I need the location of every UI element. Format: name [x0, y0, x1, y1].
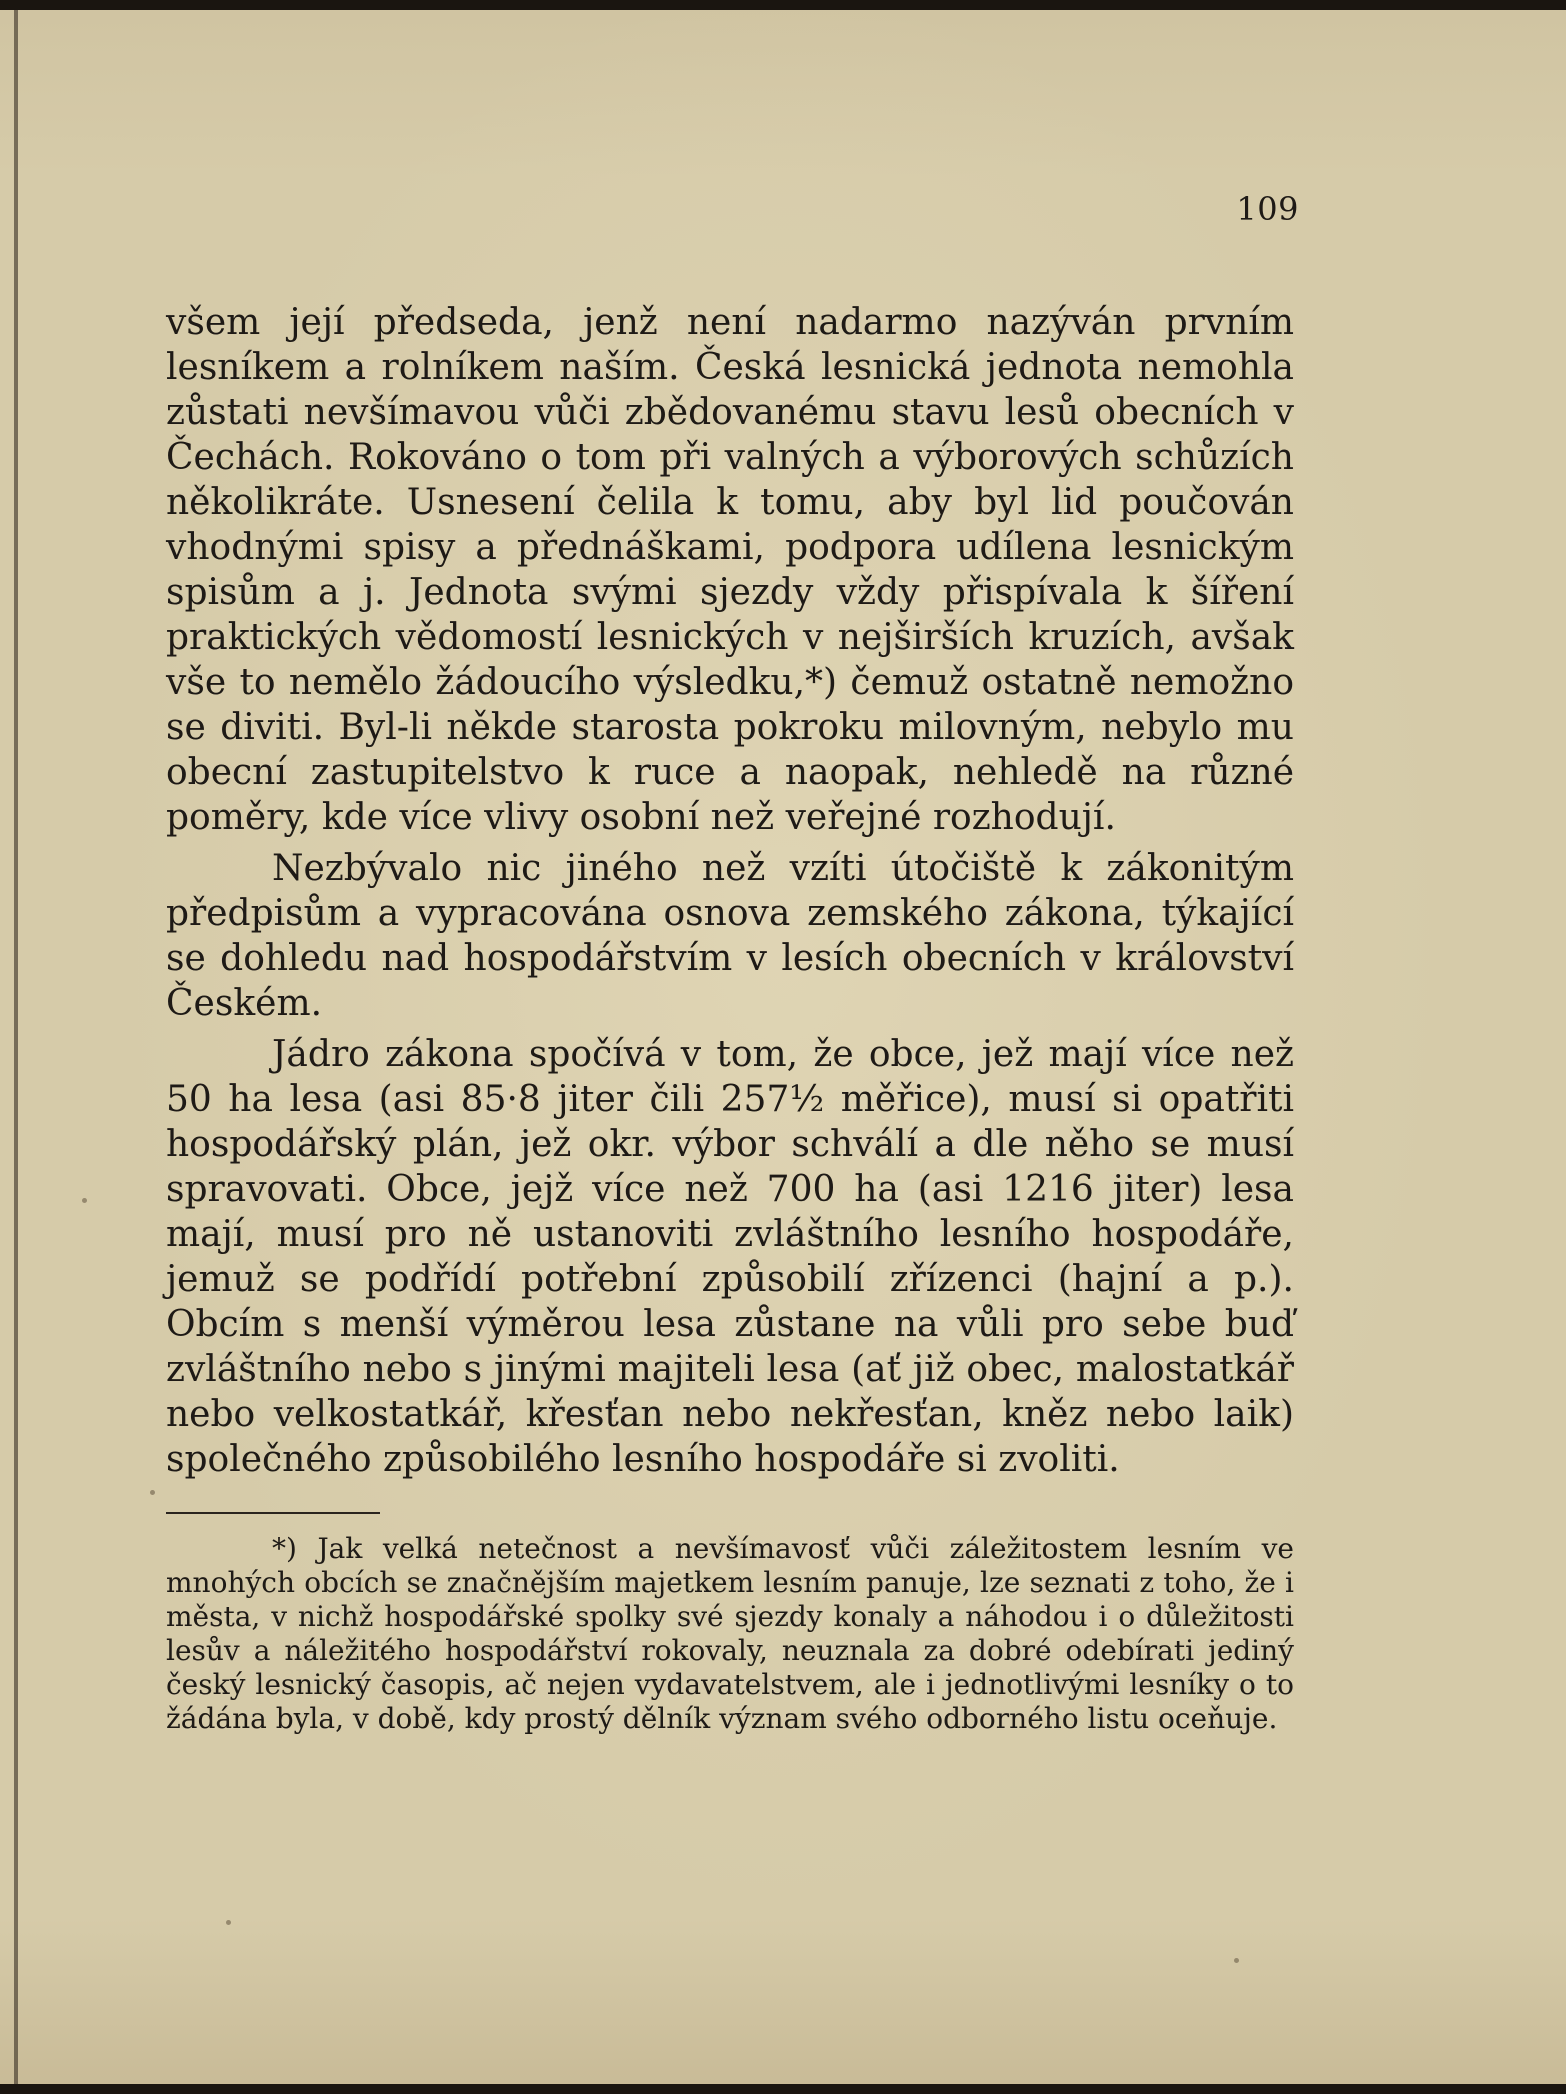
paragraph-2: Nezbývalo nic jiného než vzíti útočiště k zákonitým předpisům a vypracována osnova zemského zákona, týkající se dohledu nad hospodářstvím v lesích obecních v království Českém.: [166, 848, 1294, 1024]
book-page: [0, 10, 1566, 2084]
page-spine-shadow: [14, 10, 18, 2084]
page-number: 109: [1236, 190, 1299, 228]
main-text: [166, 300, 1294, 1482]
paper-speck: [82, 1198, 87, 1203]
footnote: *) Jak velká netečnost a nevšímavosť vůči záležitostem lesním ve mnohých obcích se značnějším majetkem lesním panuje, lze seznati z toho, že i města, v nichž hospodářské spolky své sjezdy konaly a náhodou i o důležitosti lesův a náležitého hospodářství rokovaly, neuznala za dobré odebírati jediný český lesnický časopis, ač nejen vydavatelstvem, ale i jednotlivými lesníky o to žádána byla, v době, kdy prostý dělník význam svého odborného listu oceňuje.: [166, 1532, 1294, 1735]
footnote-divider: [166, 1512, 380, 1514]
paragraph-1: všem její předseda, jenž není nadarmo nazýván prvním lesníkem a rolníkem naším. Česká lesnická jednota nemohla zůstati nevšímavou vůči zbědovanému stavu lesů obecních v Čechách. Rokováno o tom při valných a výborových schůzích několikráte. Usnesení čelila k tomu, aby byl lid poučován vhodnými spisy a přednáškami, podpora udílena lesnickým spisům a j. Jednota svými sjezdy vždy přispívala k šíření praktických vědomostí lesnických v nejširších kruzích, avšak vše to nemělo žádoucího výsledku,*) čemuž ostatně nemožno se diviti. Byl-li někde starosta pokroku milovným, nebylo mu obecní zastupitelstvo k ruce a naopak, nehledě na různé poměry, kde více vlivy osobní než veřejné rozhodují.: [166, 302, 1294, 838]
paper-speck: [226, 1920, 231, 1925]
paragraph-3: Jádro zákona spočívá v tom, že obce, jež mají více než 50 ha lesa (asi 85·8 jiter čili 257½ měřice), musí si opatřiti hospodářský plán, jež okr. výbor schválí a dle něho se musí spravovati. Obce, jejž více než 700 ha (asi 1216 jiter) lesa mají, musí pro ně ustanoviti zvláštního lesního hospodáře, jemuž se podřídí potřební způsobilí zřízenci (hajní a p.). Obcím s menší výměrou lesa zůstane na vůli pro sebe buď zvláštního nebo s jinými majiteli lesa (ať již obec, malostatkář nebo velkostatkář, křesťan nebo nekřesťan, kněz nebo laik) společného způsobilého lesního hospodáře si zvoliti.: [166, 1034, 1294, 1480]
paper-speck: [150, 1490, 155, 1495]
paper-speck: [1234, 1958, 1239, 1963]
